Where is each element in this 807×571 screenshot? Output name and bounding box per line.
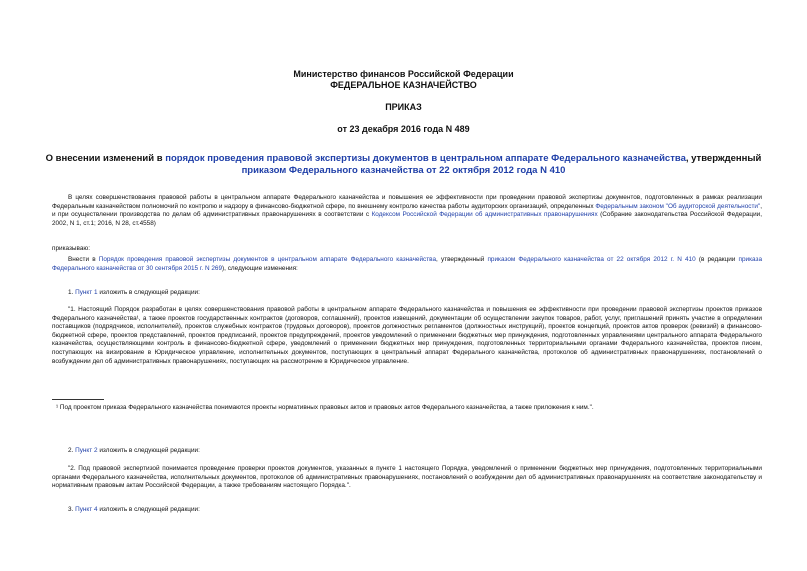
agency-name: ФЕДЕРАЛЬНОЕ КАЗНАЧЕЙСТВО bbox=[330, 80, 477, 90]
intro-paragraph bbox=[52, 256, 762, 273]
item-2-suffix: изложить в следующей редакции: bbox=[97, 447, 200, 454]
intro-text-4: ), следующие изменения: bbox=[222, 264, 298, 272]
title-link-order[interactable]: приказом Федерального казначейства от 22 октября 2012 года N 410 bbox=[241, 165, 566, 176]
link-order-269[interactable]: приказа Федерального казначейства от 30 сентября 2015 г. N 269 bbox=[52, 256, 763, 272]
title-middle: , утвержденный bbox=[685, 153, 762, 164]
footnote-divider bbox=[52, 399, 104, 400]
doc-date-number: от 23 декабря 2016 года N 489 bbox=[337, 124, 470, 134]
item-2 bbox=[52, 447, 762, 456]
intro-text-2: , утвержденный bbox=[436, 256, 488, 263]
link-item-2[interactable]: Пункт 2 bbox=[75, 447, 98, 454]
link-item-3[interactable]: Пункт 4 bbox=[75, 506, 98, 513]
preamble bbox=[52, 194, 762, 228]
intro-text-1: Внести в bbox=[68, 256, 99, 263]
title-prefix: О внесении изменений в bbox=[45, 153, 166, 164]
item-1 bbox=[52, 289, 762, 298]
title-link-procedure[interactable]: порядок проведения правовой экспертизы документов в центральном аппарате Федерального казначейства bbox=[165, 153, 686, 164]
item-3-prefix: 3. bbox=[68, 506, 76, 513]
item-1-prefix: 1. bbox=[68, 289, 76, 296]
quote-item-1: "1. Настоящий Порядок разработан в целях совершенствования правовой работы в центральном аппарате Федерального казначейства и повышения ее эффективности при проведении правовой экспертизы проектов приказов Федерального казначейства¹, а также проектов государственных контрактов (договоров, соглашений), проектов извещений, документации об осуществлении закупок товаров, работ, услуг, приглашений принять участие в определении поставщиков (подрядчиков, исполнителей), проектов служебных контрактов (трудовых договоров), проектов должностных регламентов (должностных инструкций), проектов концепций, проектов актов проверок (ревизий) в финансово-бюджетной сфере, проектов представлений, проектов предписаний, проектов предупреждений, проектов уведомлений о применении бюджетных мер принуждения, подготовленных управлениями центрального аппарата Федерального казначейства, осуществляющими контроль в финансово-бюджетной сфере, уведомлений о применении бюджетных мер принуждения, подготовленных территориальными органами Федерального казначейства, проектов писем, поступающих на визирование в Юридическое управление, исполнительных документов, поступающих в центральный аппарат Федерального казначейства, протоколов об административных правонарушениях, постановлений о возбуждении дел об административных правонарушениях, поступающих на рассмотрение в Юридическое управление. bbox=[52, 306, 762, 365]
ministry-name: Министерство финансов Российской Федерации bbox=[293, 69, 514, 79]
link-admin-code[interactable]: Кодексом Российской Федерации об административных правонарушениях bbox=[371, 211, 598, 219]
doc-type: ПРИКАЗ bbox=[385, 102, 422, 112]
link-order-410[interactable]: приказом Федерального казначейства от 22 октября 2012 г. N 410 bbox=[487, 256, 696, 263]
doc-title bbox=[40, 153, 767, 177]
item-2-prefix: 2. bbox=[68, 447, 76, 454]
link-item-1[interactable]: Пункт 1 bbox=[75, 289, 98, 296]
link-procedure[interactable]: Порядок проведения правовой экспертизы документов в центральном аппарате Федерального казначейства bbox=[98, 256, 437, 263]
footnote: ¹ Под проектом приказа Федерального казначейства понимаются проекты нормативных правовых актов и правовых актов Федерального казначейства, а также приложения к ним.". bbox=[56, 404, 594, 411]
intro-text-3: (в редакции bbox=[695, 256, 739, 263]
item-3-suffix: изложить в следующей редакции: bbox=[97, 506, 200, 513]
order-word: приказываю: bbox=[52, 245, 90, 252]
item-1-suffix: изложить в следующей редакции: bbox=[97, 289, 200, 296]
link-audit-law[interactable]: Федеральным законом "Об аудиторской деятельности" bbox=[595, 202, 761, 210]
item-3 bbox=[52, 506, 762, 515]
preamble-text-1: В целях совершенствования правовой работы в центральном аппарате Федерального казначейства и повышения ее эффективности при проведении правовой экспертизы документов, подготовленных в рамках реализации Федеральным казначейством полномочий по контролю и надзору в финансово-бюджетной сфере, по внешнему контролю качества работы аудиторских организаций, определенных bbox=[52, 194, 762, 210]
preamble-text-3: (Собрание законодательства Российской Федерации, 2002, N 1, ст.1; 2016, N 28, ст.4558) bbox=[52, 211, 763, 227]
preamble-text-2: , и при осуществлении производства по делам об административных правонарушениях в соответствии с bbox=[52, 202, 762, 219]
quote-item-2: "2. Под правовой экспертизой понимается проведение проверки проектов документов, указанных в пункте 1 настоящего Порядка, уведомлений о применении бюджетных мер принуждения, подготовленных территориальными органами Федерального казначейства, исполнительных документов, протоколов об административных правонарушениях, постановлений о возбуждении дел об административных правонарушениях на соответствие законодательству и нормативным правовым актам Российской Федерации, а также требованиям настоящего Порядка.". bbox=[52, 465, 762, 490]
